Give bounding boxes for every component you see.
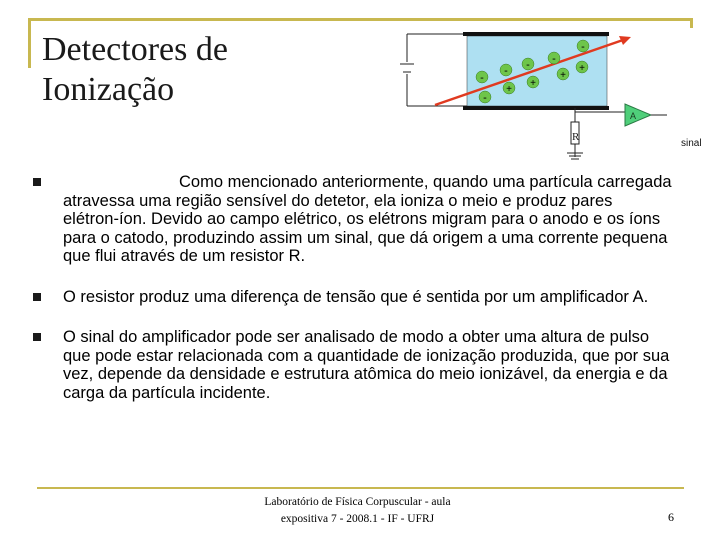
ion-sign: +: [560, 70, 566, 81]
bullet-marker: [33, 178, 41, 186]
bullet-text: Como mencionado anteriormente, quando uma partícula carregada atravessa uma região sensível do detetor, ela ioniza o meio e produz pares elétron-íon. Devido ao campo elétrico, os elétrons migram para o anodo e os íons para o catodo, produzindo assim um sinal, que dá origem a uma corrente pequena que flui através de um resistor R.: [63, 173, 672, 265]
bullet-item: [32, 173, 672, 266]
bullet-text: O sinal do amplificador pode ser analisado de modo a obter uma altura de pulso que pode estar relacionada com a quantidade de ionização produzida, que por sua vez, depende da densidade e estrutura atômica do meio ionizável, da energia e da carga da partícula incidente.: [63, 328, 670, 402]
slide-title: Detectores de Ionização: [42, 31, 228, 108]
bullet-item: [32, 288, 672, 307]
signal-label: sinal: [681, 138, 702, 149]
electron-sign: -: [526, 59, 530, 71]
bullet-text: O resistor produz uma diferença de tensão que é sentida por um amplificador A.: [63, 287, 649, 306]
ion-sign: +: [579, 63, 585, 74]
ionization-detector-diagram: [395, 22, 715, 162]
bullet-marker: [33, 333, 41, 341]
resistor-label: R: [572, 131, 580, 143]
bullet-item: [32, 328, 672, 402]
title-accent-horizontal: [28, 18, 693, 21]
amplifier-label: A: [630, 111, 637, 121]
bullet-marker: [33, 293, 41, 301]
bullet-list: [32, 173, 672, 424]
title-accent-vertical: [28, 18, 31, 68]
electron-sign: -: [552, 53, 556, 65]
ion-sign: +: [530, 78, 536, 89]
footer-divider: [37, 487, 684, 489]
footer-text: Laboratório de Física Corpuscular - aula expositiva 7 - 2008.1 - IF - UFRJ: [264, 496, 451, 525]
electron-sign: -: [504, 65, 508, 77]
electron-sign: -: [483, 92, 487, 104]
electron-sign: -: [480, 72, 484, 84]
ion-sign: +: [506, 84, 512, 95]
electron-sign: -: [581, 41, 585, 53]
amplifier-icon: [625, 104, 651, 126]
page-number: 6: [668, 510, 674, 524]
